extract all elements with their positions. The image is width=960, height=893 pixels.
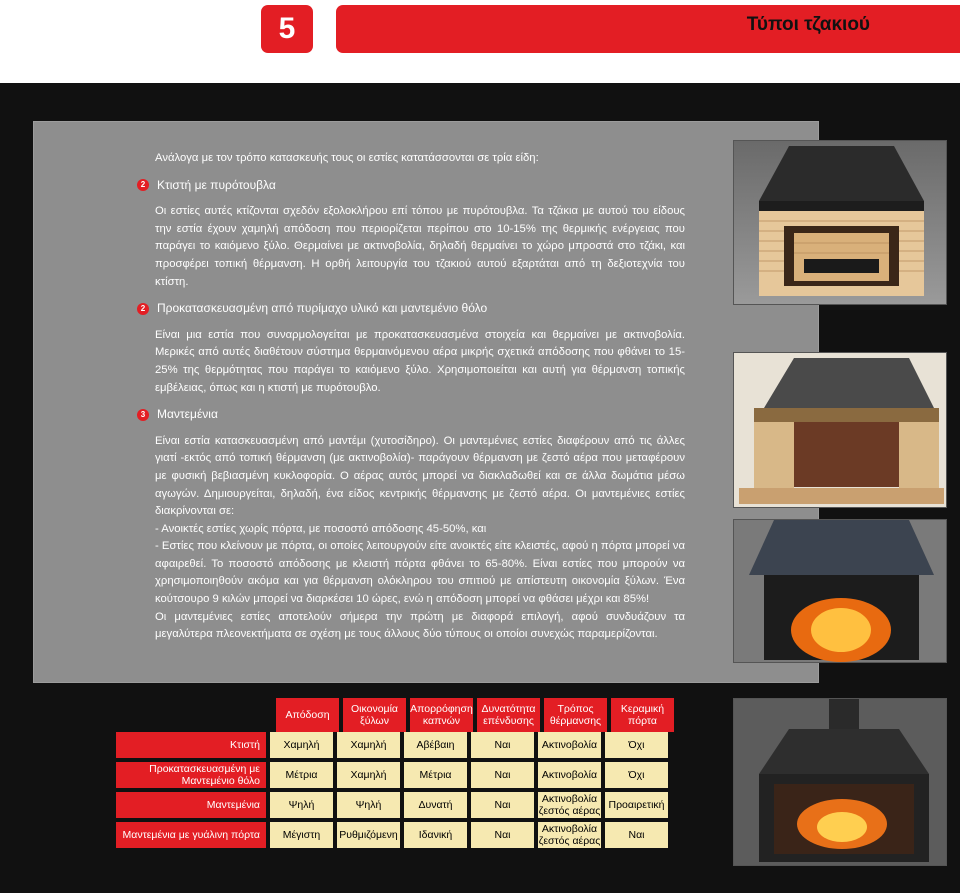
cast-iron-fireplace-photo: [733, 519, 947, 663]
page-number: 5: [261, 5, 313, 53]
column-header: Απορρόφηση καπνών: [410, 698, 473, 732]
section-heading-2: [137, 300, 685, 318]
table-row: [116, 822, 668, 848]
table-cell: Αβέβαιη: [404, 732, 467, 758]
table-cell: Μέγιστη: [270, 822, 333, 848]
table-cell: Όχι: [605, 762, 668, 788]
section-number-badge: 2: [137, 303, 149, 315]
section-paragraph: - Ανοικτές εστίες χωρίς πόρτα, με ποσοστό απόδοσης 45-50%, και: [155, 522, 487, 535]
table-cell: Μέτρια: [270, 762, 333, 788]
page-title: Τύποι τζακιού: [746, 14, 870, 35]
table-cell: Χαμηλή: [337, 762, 400, 788]
table-cell: Ακτινοβολία ζεστός αέρας: [538, 793, 601, 817]
table-cell: Ναι: [471, 732, 534, 758]
column-header: Κεραμική πόρτα: [611, 698, 674, 732]
column-header: Απόδοση: [276, 698, 339, 732]
table-cell: Χαμηλή: [337, 732, 400, 758]
table-cell: Μέτρια: [404, 762, 467, 788]
section-number-badge: 2: [137, 179, 149, 191]
glass-door-fireplace-photo: [733, 698, 947, 866]
table-cell: Ναι: [471, 792, 534, 818]
table-cell: Ιδανική: [404, 822, 467, 848]
table-row: [116, 762, 668, 788]
intro-text: Ανάλογα με τον τρόπο κατασκευής τους οι εστίες κατατάσσονται σε τρία είδη:: [155, 152, 539, 164]
section-heading-1: [137, 177, 685, 195]
table-cell: Ψηλή: [337, 792, 400, 818]
table-row: [116, 792, 668, 818]
section-heading-3: [137, 406, 685, 424]
table-cell: Δυνατή: [404, 792, 467, 818]
table-row: [116, 732, 668, 758]
table-cell: Ψηλή: [270, 792, 333, 818]
section-number-badge: 3: [137, 409, 149, 421]
row-label: Κτιστή: [116, 732, 266, 758]
row-label: Μαντεμένια με γυάλινη πόρτα: [116, 822, 266, 848]
section-title: Μαντεμένια: [157, 407, 218, 422]
section-paragraph: - Εστίες που κλείνουν με πόρτα, οι οποίες λειτουργούν είτε ανοικτές είτε κλειστές, αφού η πόρτα μπορεί να αφαιρεθεί. Το ποσοστό απόδοσης με κλειστή πόρτα φθάνει το 65-80%. Είναι εστίες που μπορούν να χρησιμοποιηθούν ακόμα και για θέρμανση ολόκληρου του σπιτιού με απίστευτη οικονομία ξύλων. Ένα κούτσουρο 9 κιλών μπορεί να διαρκέσει 10 ώρες, ενώ η απόδοση μπορεί να φθάσει μέχρι και 85%!: [155, 540, 685, 606]
table-cell: Ρυθμιζόμενη: [337, 822, 400, 848]
page-header: [0, 0, 960, 83]
table-cell: Ναι: [605, 822, 668, 848]
section-title: Προκατασκευασμένη από πυρίμαχο υλικό και μαντεμένιο θόλο: [157, 301, 488, 316]
table-cell: Ναι: [471, 822, 534, 848]
prefab-fireplace-photo: [733, 352, 947, 508]
table-cell: Ακτινοβολία: [538, 732, 601, 758]
table-cell: Χαμηλή: [270, 732, 333, 758]
table-cell: Προαιρετική: [605, 792, 668, 818]
section-paragraph: Είναι μια εστία που συναρμολογείται με προκατασκευασμένα στοιχεία και θερμαίνει με ακτινοβολία. Μερικές από αυτές διαθέτουν σύστημα θερμαινόμενου αέρα μικρής σχετικά απόδοσης που φθάνει το 15-25% της θερμότητας που παράγει το καιόμενο ξύλο. Χρησιμοποιείται και αυτή για θέρμανση τοπικής εμβέλειας, όπως και η κτιστή με πυρότουβλο.: [155, 328, 685, 394]
column-header: Δυνατότητα επένδυσης: [477, 698, 540, 732]
section-paragraph: Οι μαντεμένιες εστίες αποτελούν σήμερα την πρώτη με διαφορά επιλογή, αφού συνδυάζουν τα μεγαλύτερα πλεονεκτήματα σε σχέση με τους άλλους δύο τύπους οι οποίοι συνεχώς παραμερίζονται.: [155, 610, 685, 641]
table-cell: Ακτινοβολία ζεστός αέρας: [538, 823, 601, 847]
title-bar: [336, 5, 960, 53]
column-header: Οικονομία ξύλων: [343, 698, 406, 732]
table-cell: Ακτινοβολία: [538, 762, 601, 788]
comparison-table: [112, 728, 672, 852]
section-paragraph: Οι εστίες αυτές κτίζονται σχεδόν εξολοκλήρου επί τόπου με πυρότουβλα. Τα τζάκια με αυτού του είδους την εστία έχουν χαμηλή απόδοση που περιορίζεται περίπου στο 10-15% της θερμικής ενέργειας που παράγει το καιόμενο ξύλο. Θερμαίνει με ακτινοβολία, δηλαδή θερμαίνει το χώρο μπροστά στο τζάκι, και προσφέρει τοπική θέρμανση. Η ορθή λειτουργία του τζακιού αυτού εξαρτάται από τη δεξιοτεχνία του κτίστη.: [155, 205, 685, 288]
table-cell: Όχι: [605, 732, 668, 758]
article-text: [140, 150, 685, 644]
section-paragraph: Είναι εστία κατασκευασμένη από μαντέμι (χυτοσίδηρο). Οι μαντεμένιες εστίες διαφέρουν από τις άλλες γιατί -εκτός από τοπική θέρμανση (με ακτινοβολία)- παράγουν θέρμανση με ζεστό αέρα που μεταφέρουν με φυσική βεβιασμένη κυκλοφορία. Ο αέρας αυτός μπορεί να διακλαδωθεί και σε άλλα δωμάτια μέσω αγωγών. Δημιουργείται, δηλαδή, ένα είδος κεντρικής θέρμανσης με ζεστό αέρα. Οι μαντεμένιες εστίες διακρίνονται σε:: [155, 434, 685, 518]
row-label: Προκατασκευασμένη με Μαντεμένιο θόλο: [116, 762, 266, 788]
table-cell: Ναι: [471, 762, 534, 788]
row-label: Μαντεμένια: [116, 792, 266, 818]
section-title: Κτιστή με πυρότουβλα: [157, 177, 276, 192]
column-header: Τρόπος θέρμανσης: [544, 698, 607, 732]
brick-fireplace-photo: [733, 140, 947, 305]
